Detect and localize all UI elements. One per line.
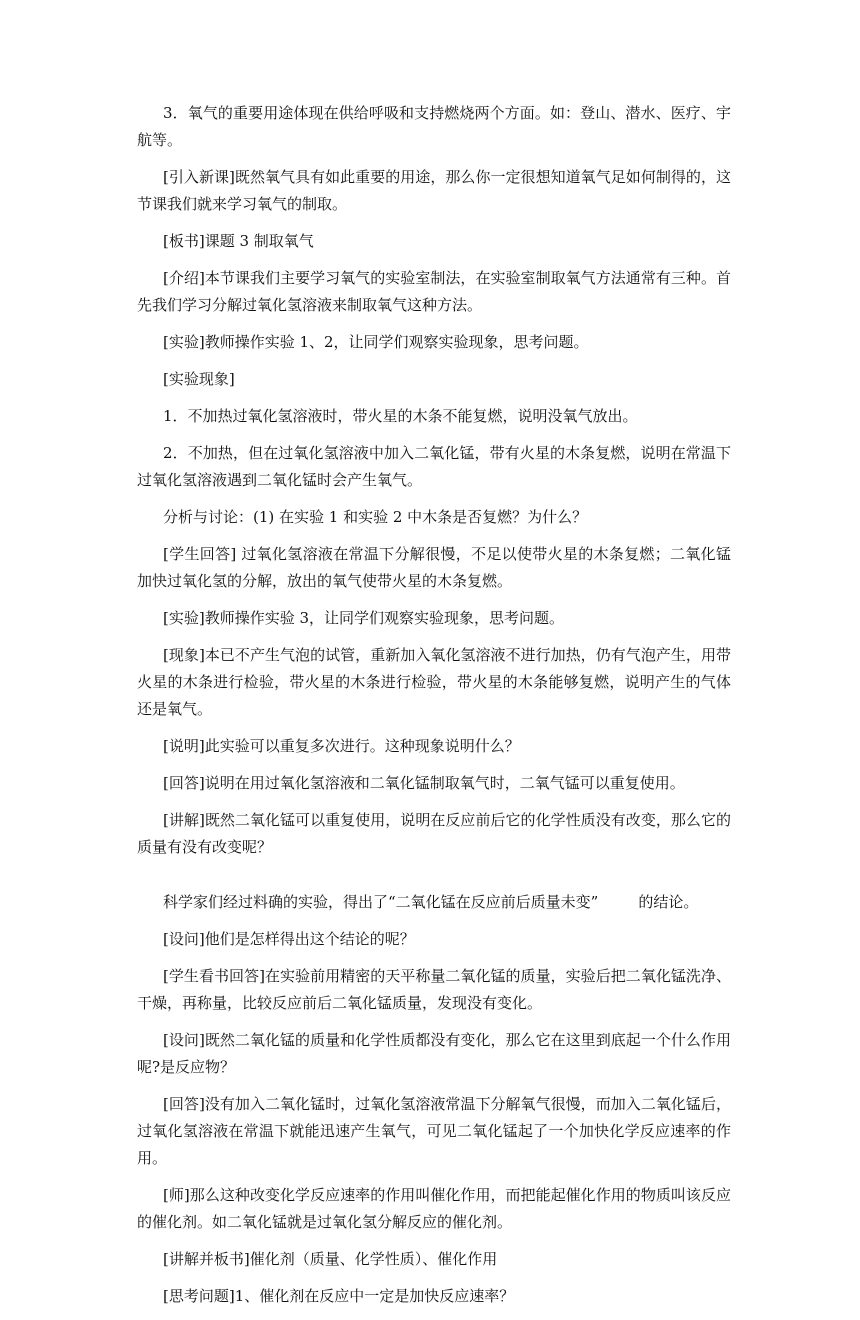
paragraph-student-answer: [学生回答] 过氧化氢溶液在常温下分解很慢，不足以使带火星的木条复燃；二氧化锰加快过氧化氢的分解，放出的氧气使带火星的木条复燃。 <box>137 545 731 590</box>
paragraph-oxygen-uses: 3．氧气的重要用途体现在供给呼吸和支持燃烧两个方面。如：登山、潜水、医疗、宇航等。 <box>137 104 731 149</box>
paragraph-phenomena-heading: [实验现象] <box>163 370 235 388</box>
paragraph-think-question: [思考问题]1、催化剂在反应中一定是加快反应速率？ <box>163 1287 515 1305</box>
paragraph-introduction: [介绍]本节课我们主要学习氧气的实验室制法，在实验室制取氧气方法通常有三种。首先我们学习分解过氧化氢溶液来制取氧气这种方法。 <box>137 269 731 314</box>
paragraph-lecture-board: [讲解并板书]催化剂（质量、化学性质）、催化作用 <box>163 1250 498 1268</box>
paragraph-student-reading-answer: [学生看书回答]在实验前用精密的天平称量二氧化锰的质量，实验后把二氧化锰洗净、干燥，再称量，比较反应前后二氧化锰质量，发现没有变化。 <box>137 967 731 1012</box>
paragraph-board-title: [板书]课题 3 制取氧气 <box>163 232 314 250</box>
paragraph-question-2: [设问]既然二氧化锰的质量和化学性质都没有变化，那么它在这里到底起一个什么作用呢?是反应物？ <box>137 1031 731 1076</box>
paragraph-explanation: [说明]此实验可以重复多次进行。这种现象说明什么？ <box>163 737 520 755</box>
paragraph-phenomenon-1: 1．不加热过氧化氢溶液时，带火星的木条不能复燃，说明没氧气放出。 <box>163 407 638 425</box>
paragraph-intro-new-lesson: [引入新课]既然氧气具有如此重要的用途，那么你一定很想知道氧气足如何制得的，这节课我们就来学习氧气的制取。 <box>137 168 731 213</box>
paragraph-answer-2: [回答]没有加入二氧化锰时，过氧化氢溶液常温下分解氧气很慢，而加入二氧化锰后，过氧化氢溶液在常温下就能迅速产生氧气，可见二氧化锰起了一个加快化学反应速率的作用。 <box>137 1095 731 1167</box>
paragraph-teacher: [师]那么这种改变化学反应速率的作用叫催化作用，而把能起催化作用的物质叫该反应的催化剂。如二氧化锰就是过氧化氢分解反应的催化剂。 <box>137 1186 731 1231</box>
paragraph-answer: [回答]说明在用过氧化氢溶液和二氧化锰制取氧气时，二氧气锰可以重复使用。 <box>163 774 685 792</box>
paragraph-conclusion <box>137 889 731 916</box>
paragraph-phenomenon-2: 2．不加热，但在过氧化氢溶液中加入二氧化锰，带有火星的木条复燃，说明在常温下过氧化氢溶液遇到二氧化锰时会产生氧气。 <box>137 444 731 489</box>
paragraph-experiment-3: [实验]教师操作实验 3，让同学们观察实验现象，思考问题。 <box>163 609 565 627</box>
conclusion-end: 的结论。 <box>638 893 699 911</box>
conclusion-text: 科学家们经过料确的实验，得出了“二氧化锰在反应前后质量未变” <box>163 893 599 911</box>
paragraph-experiment-1-2: [实验]教师操作实验 1、2，让同学们观察实验现象，思考问题。 <box>163 333 589 351</box>
paragraph-question-1: [设问]他们是怎样得出这个结论的呢？ <box>163 930 415 948</box>
paragraph-lecture: [讲解]既然二氧化锰可以重复使用，说明在反应前后它的化学性质没有改变，那么它的质量有没有改变呢？ <box>137 811 731 856</box>
paragraph-analysis: 分析与讨论：(1) 在实验 1 和实验 2 中木条是否复燃？为什么？ <box>163 508 588 526</box>
paragraph-phenomenon-3: [现象]本已不产生气泡的试管，重新加入氧化氢溶液不进行加热，仍有气泡产生，用带火星的木条进行检验，带火星的木条进行检验，带火星的木条能够复燃，说明产生的气体还是氧气。 <box>137 646 731 718</box>
document-body <box>137 100 731 1320</box>
